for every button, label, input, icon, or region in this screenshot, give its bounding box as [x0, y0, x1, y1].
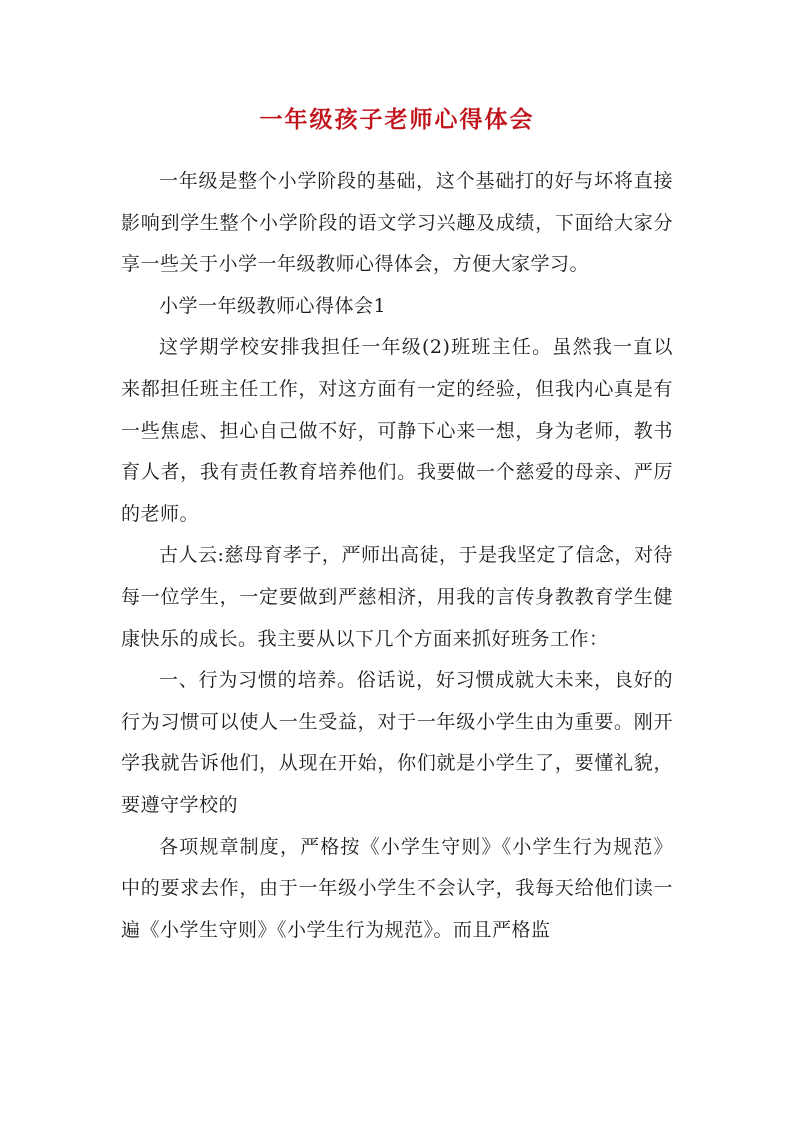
body-paragraph: 各项规章制度，严格按《小学生守则》《小学生行为规范》中的要求去作，由于一年级小学生不会认字，我每天给他们读一遍《小学生守则》《小学生行为规范》。而且严格监: [121, 835, 673, 941]
section-heading: 小学一年级教师心得体会1: [159, 294, 387, 317]
body-paragraph: 古人云:慈母育孝子，严师出高徒，于是我坚定了信念，对待每一位学生，一定要做到严慈相济，用我的言传身教教育学生健康快乐的成长。我主要从以下几个方面来抓好班务工作：: [121, 544, 673, 650]
body-paragraph: 一、行为习惯的培养。俗话说，好习惯成就大未来，良好的行为习惯可以使人一生受益，对于一年级小学生由为重要。刚开学我就告诉他们，从现在开始，你们就是小学生了，要懂礼貌，要遵守学校的: [121, 669, 673, 816]
document-title: 一年级孩子老师心得体会: [259, 106, 535, 133]
document-body: [121, 161, 673, 951]
intro-paragraph: 一年级是整个小学阶段的基础，这个基础打的好与坏将直接影响到学生整个小学阶段的语文学习兴趣及成绩，下面给大家分享一些关于小学一年级教师心得体会，方便大家学习。: [121, 170, 673, 276]
body-paragraph: 这学期学校安排我担任一年级(2)班班主任。虽然我一直以来都担任班主任工作，对这方面有一定的经验，但我内心真是有一些焦虑、担心自己做不好，可静下心来一想，身为老师，教书育人者，我有责任教育培养他们。我要做一个慈爱的母亲、严厉的老师。: [121, 336, 673, 525]
